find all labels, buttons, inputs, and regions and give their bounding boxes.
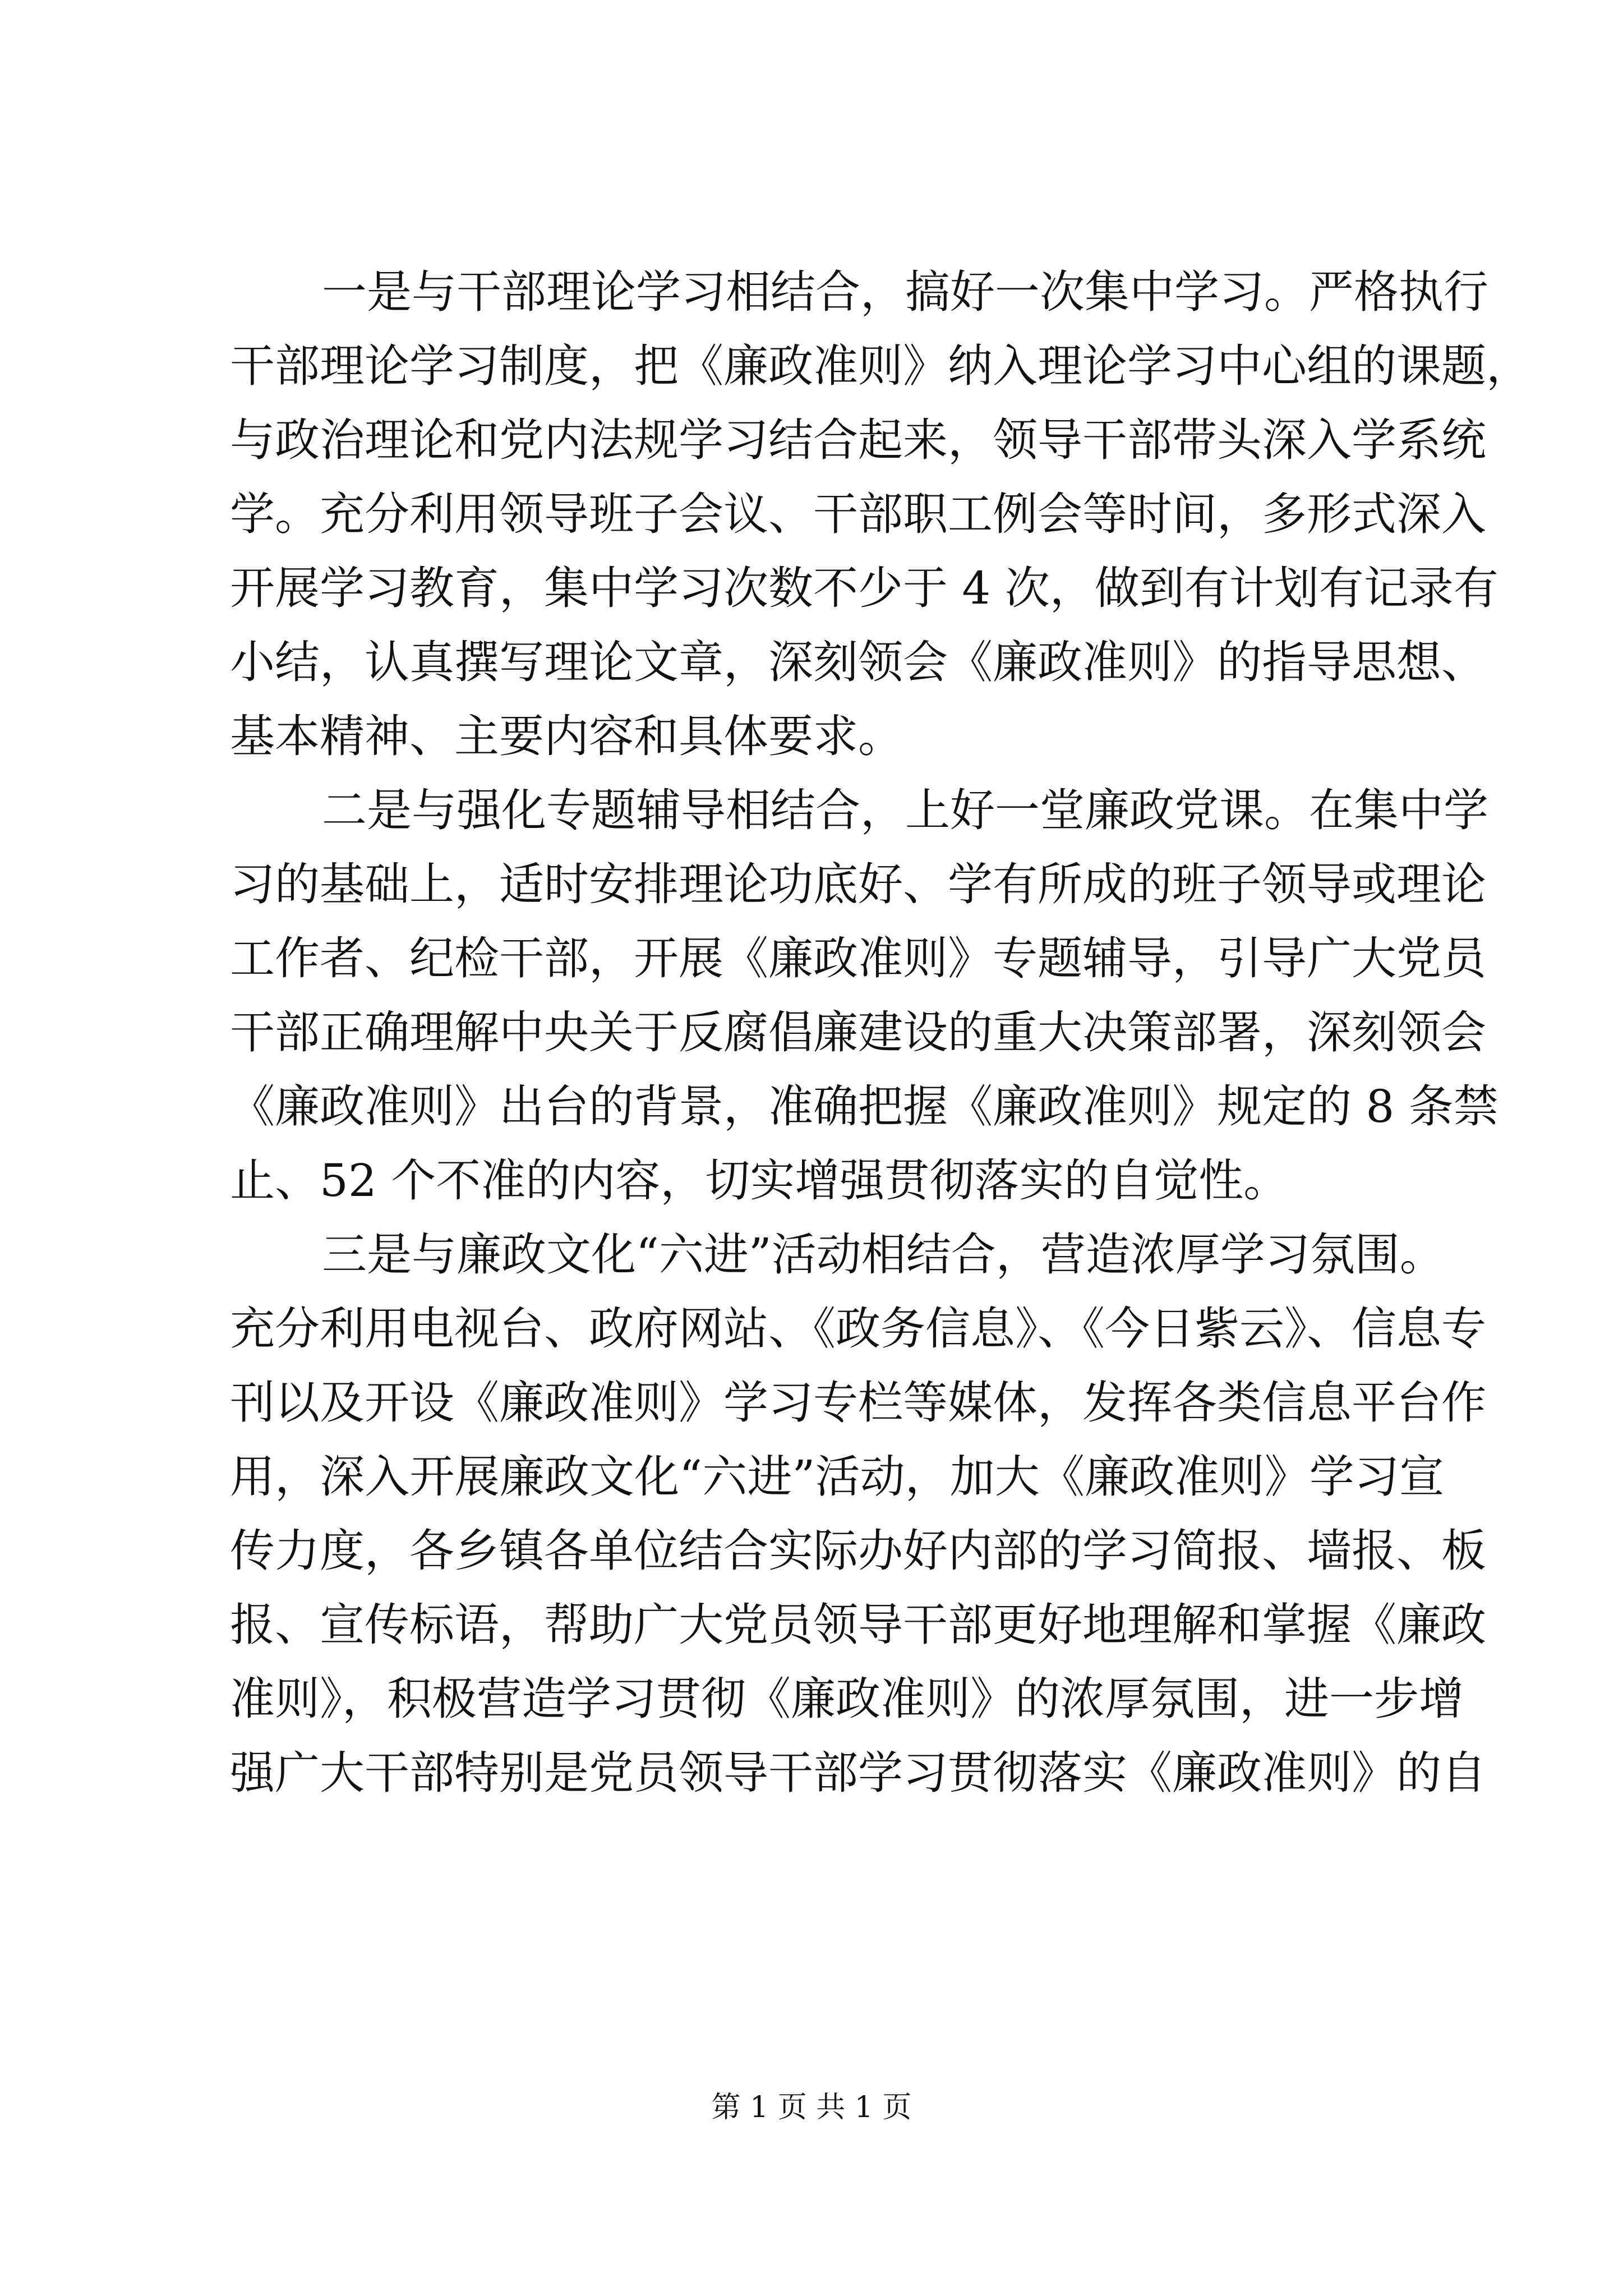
text-line: 报、宣传标语，帮助广大党员领导干部更好地理解和掌握《廉政 — [230, 1599, 1486, 1651]
page-number-footer: 第 1 页 共 1 页 — [711, 2091, 912, 2124]
text-line: 与政治理论和党内法规学习结合起来，领导干部带头深入学系统 — [230, 414, 1486, 466]
text-line: 开展学习教育，集中学习次数不少于 4 次，做到有计划有记录有 — [230, 562, 1498, 614]
text-line: 习的基础上，适时安排理论功底好、学有所成的班子领导或理论 — [230, 858, 1486, 910]
text-line: 基本精神、主要内容和具体要求。 — [230, 710, 903, 762]
paragraph-1 — [230, 255, 1531, 774]
paragraph-3 — [230, 1218, 1486, 1810]
text-line: 学。充分利用领导班子会议、干部职工例会等时间，多形式深入 — [230, 488, 1486, 540]
document-body — [230, 255, 1531, 1810]
text-line: 止、52 个不准的内容，切实增强贯彻落实的自觉性。 — [230, 1154, 1289, 1207]
text-line: 工作者、纪检干部，开展《廉政准则》专题辅导，引导广大党员 — [230, 932, 1486, 984]
text-line: 三是与廉政文化“六进”活动相结合，营造浓厚学习氛围。 — [322, 1228, 1445, 1281]
text-line: 传力度，各乡镇各单位结合实际办好内部的学习简报、墙报、板 — [230, 1525, 1486, 1577]
text-line: 一是与干部理论学习相结合，搞好一次集中学习。严格执行 — [322, 266, 1488, 318]
text-line: 干部理论学习制度，把《廉政准则》纳入理论学习中心组的课题， — [230, 340, 1531, 392]
text-line: 小结，认真撰写理论文章，深刻领会《廉政准则》的指导思想、 — [230, 636, 1486, 688]
text-line: 二是与强化专题辅导相结合，上好一堂廉政党课。在集中学 — [322, 784, 1488, 836]
text-line: 《廉政准则》出台的背景，准确把握《廉政准则》规定的 8 条禁 — [230, 1080, 1498, 1133]
text-line: 充分利用电视台、政府网站、《政务信息》、《今日紫云》、信息专 — [230, 1303, 1486, 1355]
text-line: 强广大干部特别是党员领导干部学习贯彻落实《廉政准则》的自 — [230, 1747, 1486, 1799]
text-line: 用，深入开展廉政文化“六进”活动，加大《廉政准则》学习宣 — [230, 1451, 1444, 1503]
text-line: 干部正确理解中央关于反腐倡廉建设的重大决策部署，深刻领会 — [230, 1006, 1486, 1059]
text-line: 准则》，积极营造学习贯彻《廉政准则》的浓厚氛围，进一步增 — [230, 1673, 1464, 1725]
paragraph-2 — [230, 774, 1498, 1218]
text-line: 刊以及开设《廉政准则》学习专栏等媒体，发挥各类信息平台作 — [230, 1377, 1486, 1429]
